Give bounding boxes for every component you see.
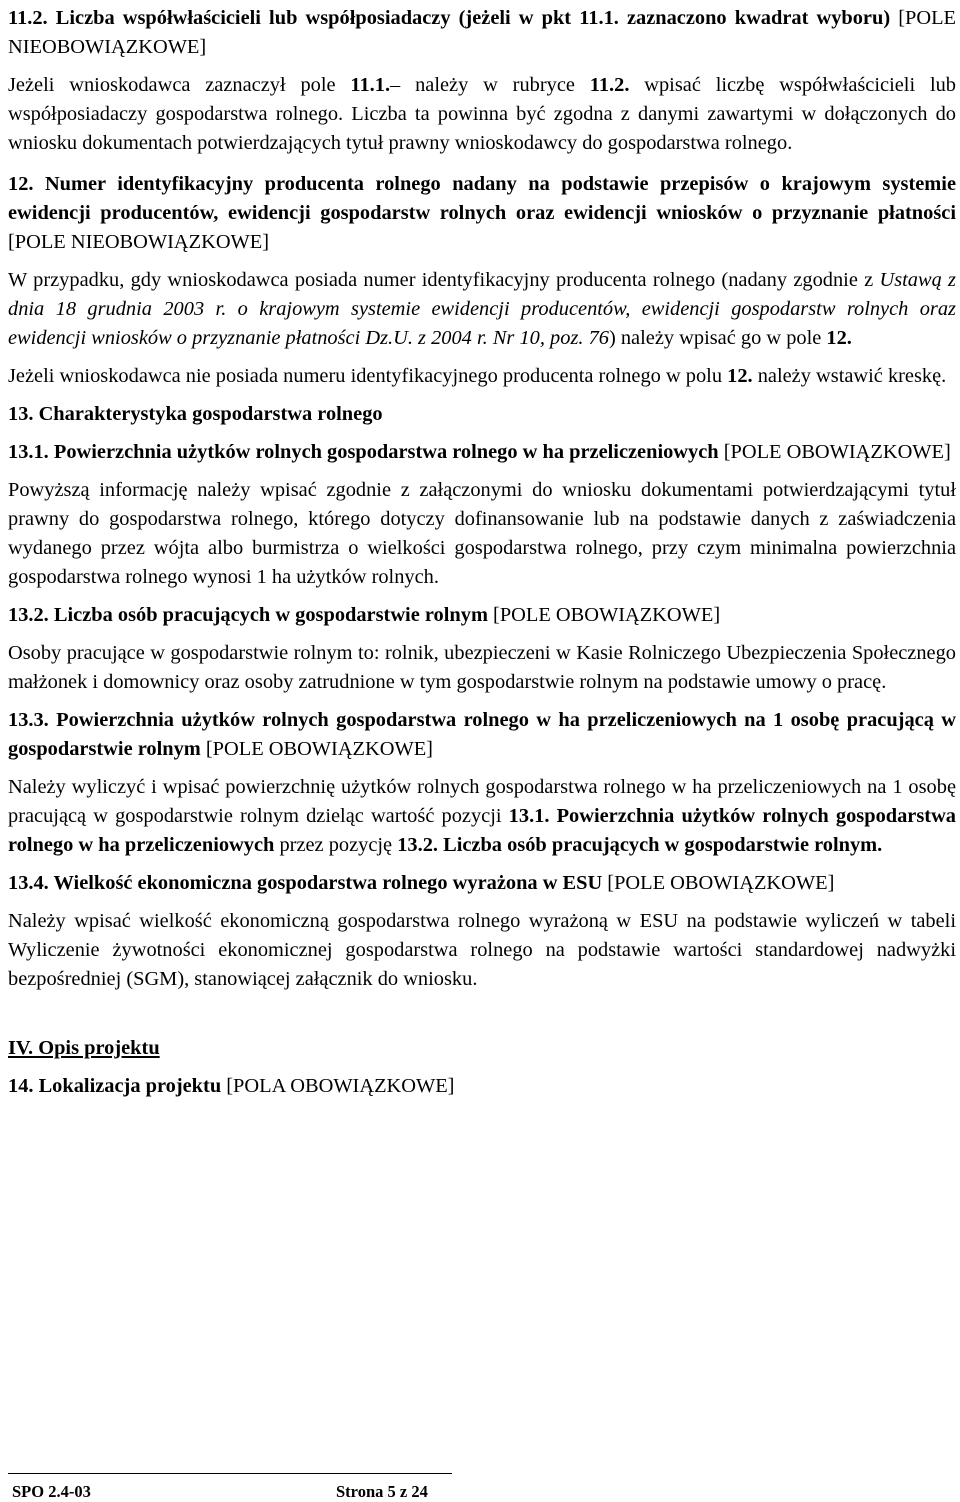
section-13-4-body: Należy wpisać wielkość ekonomiczną gospodarstwa rolnego wyrażoną w ESU na podstawie wyliczeń w tabeli Wyliczenie żywotności ekonomicznej gospodarstwa rolnego na podstawie wartości standardowej nadwyżki bezpośredniej (SGM), stanowiącej załącznik do wniosku. — [8, 910, 956, 990]
section-13-3-heading: 13.3. Powierzchnia użytków rolnych gospodarstwa rolnego w ha przeliczeniowych na 1 osobę pracującą w gospodarstwie rolnym [POLE OBOWIĄZKOWE] — [8, 709, 956, 760]
section-11-2-body: Jeżeli wnioskodawca zaznaczył pole 11.1.– należy w rubryce 11.2. wpisać liczbę współwłaścicieli lub współposiadaczy gospodarstwa rolnego. Liczba ta powinna być zgodna z danymi zawartymi w dołączonych do wniosku dokumentach potwierdzających tytuł prawny wnioskodawcy do gospodarstwa rolnego. — [8, 74, 956, 154]
section-11-2-heading: 11.2. Liczba współwłaścicieli lub współposiadaczy (jeżeli w pkt 11.1. zaznaczono kwadrat wyboru) [POLE NIEOBOWIĄZKOWE] — [8, 7, 956, 58]
page-number: Strona 5 z 24 — [336, 1482, 428, 1501]
section-13-3-body: Należy wyliczyć i wpisać powierzchnię użytków rolnych gospodarstwa rolnego w ha przeliczeniowych na 1 osobę pracującą w gospodarstwie rolnym dzieląc wartość pozycji 13.1. Powierzchnia użytków rolnych gospodarstwa rolnego w ha przeliczeniowych przez pozycję 13.2. Liczba osób pracujących w gospodarstwie rolnym. — [8, 776, 957, 856]
section-13-2-heading: 13.2. Liczba osób pracujących w gospodarstwie rolnym [POLE OBOWIĄZKOWE] — [8, 604, 721, 626]
section-13-1-body: Powyższą informację należy wpisać zgodnie z załączonymi do wniosku dokumentami potwierdzającymi tytuł prawny do gospodarstwa rolnego, którego dotyczy dofinansowanie lub na podstawie danych z zaświadczenia wydanego przez wójta albo burmistrza o wielkości gospodarstwa rolnego, przy czym minimalna powierzchnia gospodarstwa rolnego wynosi 1 ha użytków rolnych. — [8, 479, 956, 588]
document-code: SPO 2.4-03 — [12, 1482, 91, 1501]
document-page — [8, 4, 956, 1101]
section-12-heading: 12. Numer identyfikacyjny producenta rolnego nadany na podstawie przepisów o krajowym systemie ewidencji producentów, ewidencji gospodarstw rolnych oraz ewidencji wniosków o przyznanie płatności [POLE NIEOBOWIĄZKOWE] — [8, 173, 956, 253]
section-13-2-body: Osoby pracujące w gospodarstwie rolnym to: rolnik, ubezpieczeni w Kasie Rolniczego Ubezpieczenia Społecznego małżonek i domownicy oraz osoby zatrudnione w tym gospodarstwie rolnym na podstawie umowy o pracę. — [8, 642, 956, 693]
section-13-1-heading: 13.1. Powierzchnia użytków rolnych gospodarstwa rolnego w ha przeliczeniowych [POLE OBOWIĄZKOWE] — [8, 441, 951, 463]
section-12-paragraph-2: Jeżeli wnioskodawca nie posiada numeru identyfikacyjnego producenta rolnego w polu 12. należy wstawić kreskę. — [8, 365, 947, 387]
footer-divider — [8, 1473, 452, 1474]
section-13-heading: 13. Charakterystyka gospodarstwa rolnego — [8, 403, 383, 425]
section-12-paragraph-1: W przypadku, gdy wnioskodawca posiada numer identyfikacyjny producenta rolnego (nadany zgodnie z Ustawą z dnia 18 grudnia 2003 r. o krajowym systemie ewidencji producentów, ewidencji gospodarstw rolnych oraz ewidencji wniosków o przyznanie płatności Dz.U. z 2004 r. Nr 10, poz. 76) należy wpisać go w pole 12. — [8, 269, 956, 349]
part-4-heading: IV. Opis projektu — [8, 1037, 160, 1059]
section-13-4-heading: 13.4. Wielkość ekonomiczna gospodarstwa rolnego wyrażona w ESU [POLE OBOWIĄZKOWE] — [8, 872, 835, 894]
section-14-heading: 14. Lokalizacja projektu [POLA OBOWIĄZKOWE] — [8, 1075, 455, 1097]
